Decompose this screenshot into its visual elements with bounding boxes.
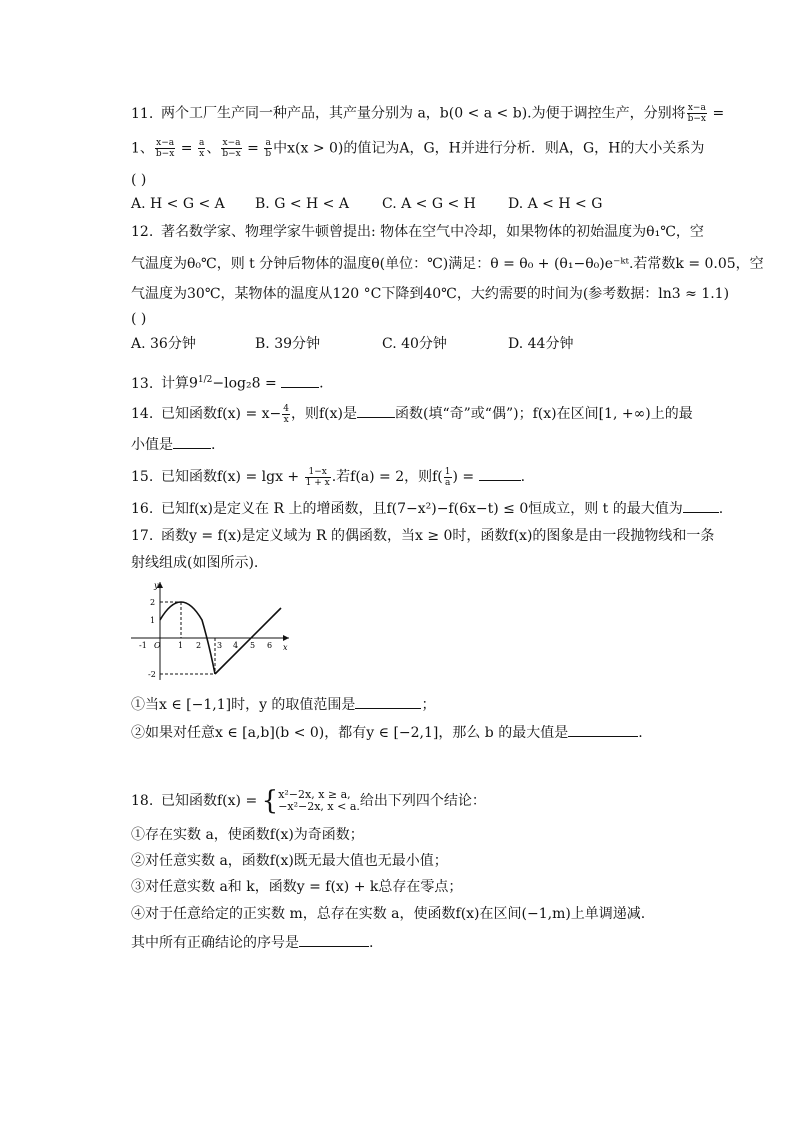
- q18-final: 其中所有正确结论的序号是 .: [131, 932, 373, 953]
- q18-case-1: x²−2x, x ≥ a,: [278, 788, 351, 801]
- q14-line-1: 14. 已知函数f(x) = x− $\frac{4}{x}$ ，则f(x)是 函数(填“奇”或“偶”)；f(x)在区间[1, +∞)上的最: [131, 403, 693, 425]
- q11-paren: ( ): [131, 172, 147, 188]
- q17-sub-1: ①当x ∈ [−1,1]时，y 的取值范围是 ；: [131, 694, 435, 715]
- q16-answer-blank[interactable]: [683, 498, 719, 513]
- x-tick-2: 2: [196, 641, 202, 650]
- q11-line-1: 11. 两个工厂生产同一种产品，其产量分别为 a，b(0 < a < b).为便于调控生产，分别将 $\frac{x-a}{b-x}$ =: [131, 103, 725, 124]
- q11-text-b: a，b(0 < a < b).为便于调控生产，分别将: [413, 105, 686, 122]
- q11-text-c: 中x(x > 0)的值记为A，G，H并进行分析．则A，G，H的大小关系为: [273, 140, 705, 157]
- y-tick-1: 1: [150, 616, 156, 625]
- q18-piecewise: { x²−2x, x ≥ a, −x²−2x, x < a.: [261, 786, 360, 816]
- q12-paren: ( ): [131, 311, 147, 327]
- q17-line-1: 17. 函数y = f(x)是定义域为 R 的偶函数，当x ≥ 0时，函数f(x)的图象是由一段抛物线和一条: [131, 528, 715, 544]
- q12-line-2: 气温度为θ₀℃，则 t 分钟后物体的温度θ(单位：℃)满足：θ = θ₀ + (θ₁−θ₀)e⁻ᵏᵗ.若常数k = 0.05，空: [131, 256, 764, 272]
- q11-option-d[interactable]: D. A < H < G: [508, 196, 603, 212]
- q14-line-2: 小值是 .: [131, 434, 215, 455]
- q15-frac-1: $\frac{1-x}{1 + x}$: [305, 466, 330, 488]
- y-tick-2: 2: [150, 598, 156, 607]
- q17-function-graph: [131, 578, 291, 683]
- x-tick-1: 1: [178, 641, 184, 650]
- q13-line: 13. 计算$9^{1/2}-\log_28$ = .: [131, 370, 324, 394]
- q12-line-1: [131, 222, 704, 242]
- q18-item-3: ③对任意实数 a和 k，函数y = f(x) + k总存在零点；: [131, 879, 463, 895]
- x-tick-3: 3: [217, 641, 223, 650]
- q11-frac-5: $\frac{a}{b}$: [265, 138, 272, 159]
- q11-option-c[interactable]: C. A < G < H: [382, 196, 476, 212]
- q18-item-1: ①存在实数 a，使函数f(x)为奇函数；: [131, 827, 364, 843]
- x-tick-neg1: -1: [139, 641, 147, 650]
- q12-option-c[interactable]: C. 40分钟: [382, 336, 447, 352]
- q11-option-a[interactable]: A. H < G < A: [131, 196, 225, 212]
- q12-option-a[interactable]: A. 36分钟: [131, 336, 196, 352]
- q11-number: 11.: [131, 105, 154, 122]
- q17-answer-blank-1[interactable]: [355, 694, 421, 709]
- q11-frac-1: $\frac{x-a}{b-x}$: [687, 103, 707, 124]
- x-axis-label: x: [283, 643, 288, 652]
- q16-line: 16. 已知f(x)是定义在 R 上的增函数，且f(7−x²)−f(6x−t) ≤ 0恒成立，则 t 的最大值为 .: [131, 498, 723, 519]
- q13-number: 13.: [131, 375, 154, 392]
- q18-answer-blank[interactable]: [299, 932, 369, 947]
- q11-option-b[interactable]: B. G < H < A: [255, 196, 349, 212]
- q12-number: 12.: [131, 224, 154, 240]
- q18-case-2: −x²−2x, x < a.: [278, 800, 360, 813]
- q18-number: 18.: [131, 793, 154, 809]
- q14-frac: $\frac{4}{x}$: [283, 403, 289, 425]
- q14-answer-blank-2[interactable]: [173, 434, 211, 449]
- x-tick-5: 5: [250, 641, 256, 650]
- q12-text-1: 著名数学家、物理学家牛顿曾提出: 物体在空气中冷却，如果物体的初始温度为θ₁℃，空: [161, 224, 704, 240]
- q14-answer-blank-1[interactable]: [357, 403, 395, 418]
- q13-answer-blank[interactable]: [281, 373, 319, 388]
- q18-item-4: ④对于任意给定的正实数 m，总存在实数 a，使函数f(x)在区间(−1,m)上单调递减.: [131, 906, 646, 922]
- x-tick-6: 6: [267, 641, 273, 650]
- q14-number: 14.: [131, 406, 154, 422]
- q11-frac-4: $\frac{x-a}{b-x}$: [222, 138, 241, 159]
- q12-option-b[interactable]: B. 39分钟: [255, 336, 321, 352]
- origin-label: O: [154, 641, 161, 650]
- q17-line-2: 射线组成(如图所示).: [131, 555, 259, 571]
- q15-line: 15. 已知函数f(x) = lgx + $\frac{1-x}{1 + x}$ .若f(a) = 2，则f( $\frac{1}{a}$ ) = .: [131, 466, 526, 488]
- q11-text-a: 两个工厂生产同一种产品，其产量分别为: [161, 105, 413, 122]
- q18-line: 18. 已知函数f(x) = { x²−2x, x ≥ a, −x²−2x, x < a. 给出下列四个结论：: [131, 786, 486, 816]
- q18-item-2: ②对任意实数 a，函数f(x)既无最大值也无最小值；: [131, 853, 448, 869]
- q17-number: 17.: [131, 528, 154, 544]
- q11-frac-3: $\frac{a}{x}$: [198, 138, 205, 159]
- x-tick-4: 4: [233, 641, 239, 650]
- y-tick-neg2: -2: [148, 670, 156, 679]
- q17-sub-2: ②如果对任意x ∈ [a,b](b < 0)，都有y ∈ [−2,1]，那么 b 的最大值是 .: [131, 722, 643, 743]
- q12-line-3: 气温度为30℃，某物体的温度从120 °C下降到40℃，大约需要的时间为(参考数据：ln3 ≈ 1.1): [131, 286, 730, 302]
- q15-answer-blank[interactable]: [479, 466, 521, 481]
- q17-answer-blank-2[interactable]: [568, 722, 638, 737]
- q15-frac-2: $\frac{1}{a}$: [444, 466, 451, 488]
- q16-number: 16.: [131, 501, 154, 517]
- y-axis-label: y: [154, 581, 159, 590]
- q11-line-2: 1、 $\frac{x-a}{b-x}$ = $\frac{a}{x}$ 、 $\frac{x-a}{b-x}$ = $\frac{a}{b}$ 中x(x > 0)的值记为A，G，H并进行分析．则A，G，H的大小关系为: [131, 138, 705, 159]
- x-axis-arrow: [283, 635, 289, 641]
- q11-frac-2: $\frac{x-a}{b-x}$: [155, 138, 175, 159]
- q15-number: 15.: [131, 469, 154, 485]
- q12-option-d[interactable]: D. 44分钟: [508, 336, 574, 352]
